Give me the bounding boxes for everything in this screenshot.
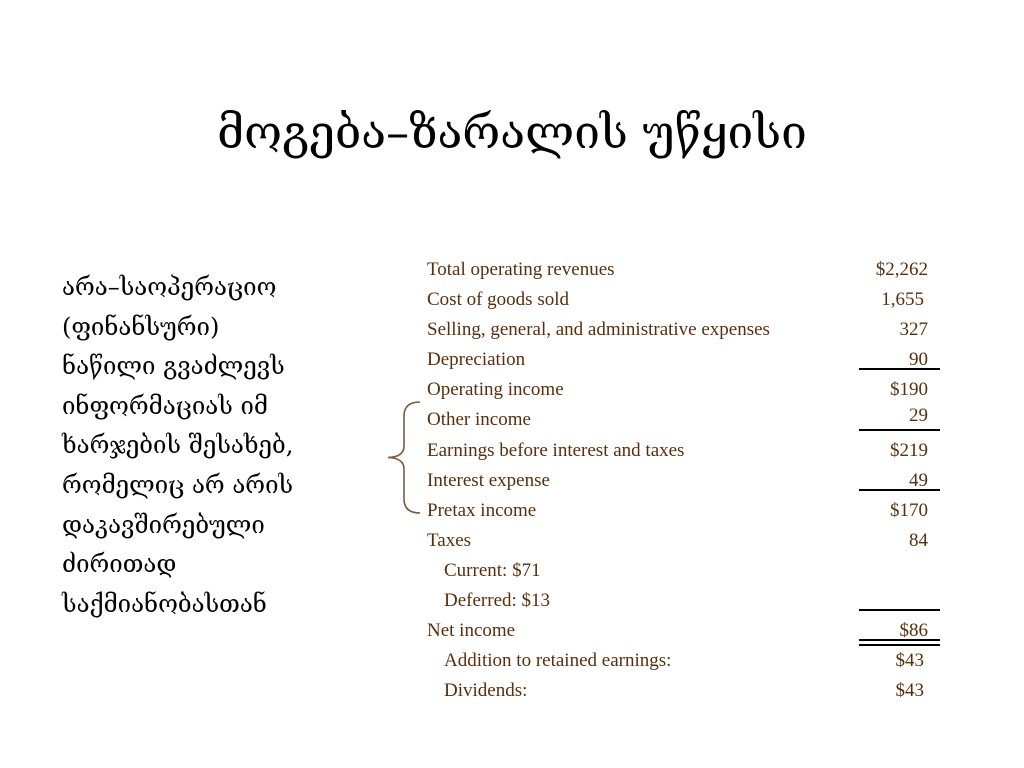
total-double-rule [859, 639, 940, 646]
explanation-line: ინფორმაციას იმ [62, 391, 268, 420]
slide-title: მოგება–ზარალის უწყისი [217, 105, 807, 159]
statement-row [427, 496, 947, 526]
explanation-line: საქმიანობასთან [62, 589, 267, 618]
row-label: Pretax income [427, 499, 537, 521]
row-label: Other income [427, 409, 531, 431]
subtotal-rule [859, 368, 940, 370]
row-label: Deferred: $13 [444, 590, 551, 612]
row-amount: 29 [909, 405, 928, 427]
row-amount: 90 [909, 349, 928, 371]
explanation-line: ნაწილი გვაძლევს [62, 352, 285, 381]
statement-row [427, 466, 947, 496]
statement-row [427, 315, 947, 345]
row-amount: $86 [899, 620, 928, 642]
row-amount: 1,655 [881, 289, 924, 311]
subtotal-rule [859, 489, 940, 491]
explanation-line: არა–საოპერაციო [62, 273, 277, 301]
row-amount: 49 [909, 469, 928, 491]
statement-row [427, 556, 947, 586]
statement-row [427, 436, 947, 466]
row-label: Selling, general, and administrative expenses [427, 319, 770, 341]
statement-row [427, 586, 947, 616]
row-label: Cost of goods sold [427, 289, 569, 311]
statement-row [427, 285, 947, 315]
row-label: Earnings before interest and taxes [427, 439, 685, 461]
explanation-line: ხარჯების შესახებ, [62, 431, 294, 460]
row-label: Current: $71 [444, 559, 541, 581]
statement-row [427, 375, 947, 405]
explanation-line: დაკავშირებული [62, 510, 265, 539]
statement-row [427, 646, 947, 676]
row-amount: 84 [909, 529, 928, 551]
row-label: Taxes [427, 529, 472, 551]
explanation-line: ძირითად [62, 550, 177, 579]
row-amount: $43 [895, 680, 924, 702]
explanation-line: (ფინანსური) [62, 312, 220, 341]
statement-row [427, 255, 947, 285]
row-label: Net income [427, 620, 516, 642]
row-amount: 327 [899, 319, 928, 341]
row-amount: $190 [890, 379, 928, 401]
row-label: Addition to retained earnings: [444, 650, 672, 672]
explanation-line: რომელიც არ არის [62, 470, 294, 499]
curly-brace-icon [384, 400, 424, 515]
subtotal-rule [859, 609, 940, 611]
row-amount: $219 [890, 439, 928, 461]
income-statement [427, 255, 947, 706]
row-amount: $43 [895, 650, 924, 672]
row-label: Interest expense [427, 469, 550, 491]
row-amount: $170 [890, 499, 928, 521]
row-label: Operating income [427, 379, 564, 401]
row-label: Dividends: [444, 680, 528, 702]
subtotal-rule [859, 429, 940, 431]
statement-row [427, 676, 947, 706]
statement-row [427, 526, 947, 556]
row-amount: $2,262 [875, 259, 928, 280]
explanation-text [62, 268, 382, 624]
row-label: Depreciation [427, 349, 526, 371]
statement-row [427, 405, 947, 435]
row-label: Total operating revenues [427, 259, 615, 280]
statement-row [427, 345, 947, 375]
